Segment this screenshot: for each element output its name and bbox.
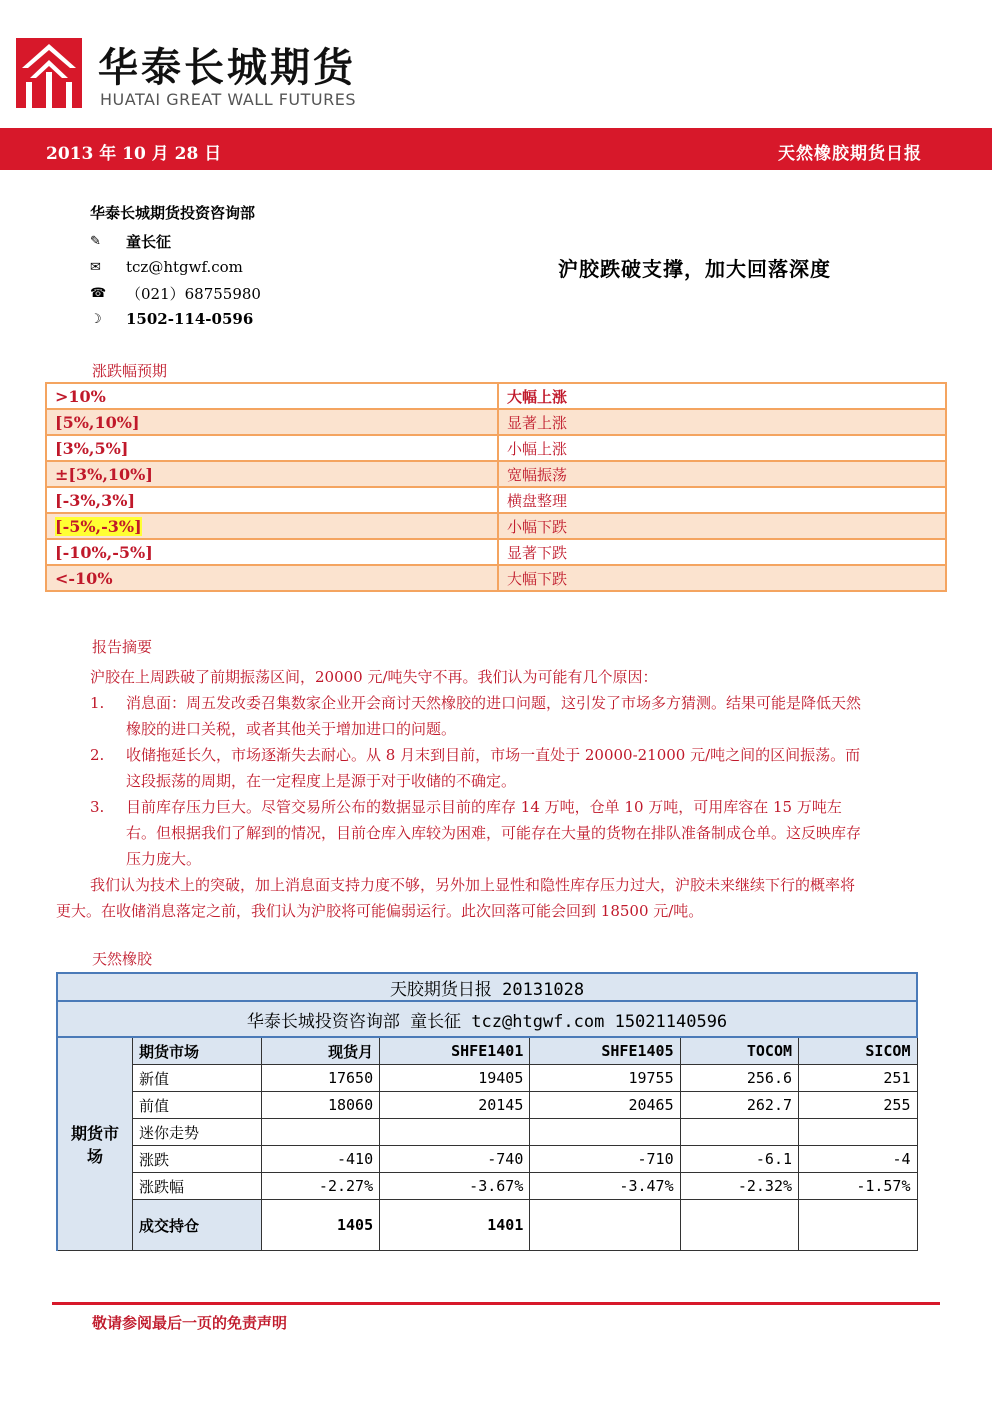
footer-divider [52,1302,940,1305]
range-cell: <-10% [46,565,498,591]
table-header-row [57,1037,917,1065]
list-text: 消息面：周五发改委召集数家企业开会商讨天然橡胶的进口问题，这引发了市场多方猜测。结果可能是降低天然橡胶的进口关税，或者其他关于增加进口的问题。 [126,694,862,738]
table-cell: 262.7 [680,1092,798,1119]
table-row [57,1092,917,1119]
table-cell: 17650 [261,1065,379,1092]
table-title: 天胶期货日报 20131028 [57,973,917,1001]
range-cell: >10% [46,383,498,409]
table-cell: -3.47% [530,1173,680,1200]
table-row [46,513,946,539]
table-cell: -2.32% [680,1173,798,1200]
table-cell [530,1119,680,1146]
column-header: SHFE1405 [530,1037,680,1065]
label-cell: 大幅上涨 [498,383,946,409]
table-row [46,539,946,565]
analyst-phone: （021）68755980 [126,284,261,303]
column-header: SHFE1401 [380,1037,530,1065]
mail-icon: ✉ [90,259,101,275]
table-cell: 19755 [530,1065,680,1092]
table-subtitle: 华泰长城投资咨询部 童长征 tcz@htgwf.com 15021140596 [57,1001,917,1037]
table-row [46,565,946,591]
table-cell: -6.1 [680,1146,798,1173]
department: 华泰长城期货投资咨询部 [90,204,256,222]
summary-body [56,664,866,924]
brand-name-en: HUATAI GREAT WALL FUTURES [100,90,356,109]
list-item [56,742,866,794]
highlighted-range: [-5%,-3%] [55,516,142,536]
table-cell: 255 [799,1092,917,1119]
range-cell: ±[3%,10%] [46,461,498,487]
row-label: 涨跌幅 [133,1173,262,1200]
summary-label: 报告摘要 [92,638,153,656]
table-cell: -1.57% [799,1173,917,1200]
report-title: 天然橡胶期货日报 [778,144,922,164]
column-header: SICOM [799,1037,917,1065]
table-cell: -2.27% [261,1173,379,1200]
expectation-label: 涨跌幅预期 [92,362,168,380]
label-cell: 小幅下跌 [498,513,946,539]
table-row [57,1119,917,1146]
table-row [46,409,946,435]
side-label: 期货市场 [57,1037,133,1251]
label-cell: 宽幅振荡 [498,461,946,487]
phone-icon: ☎ [90,285,107,301]
analyst-name: 童长征 [126,232,172,251]
table-cell [799,1200,917,1251]
list-text: 收储拖延长久，市场逐渐失去耐心。从 8 月末到目前，市场一直处于 20000-21000 元/吨之间的区间振荡。而这段振荡的周期，在一定程度上是源于对于收储的不确定。 [126,746,861,790]
table-cell [530,1200,680,1251]
range-cell: [-10%,-5%] [46,539,498,565]
table-cell [680,1119,798,1146]
list-item [56,690,866,742]
table-cell: -740 [380,1146,530,1173]
report-date: 2013 年 10 月 28 日 [46,144,222,164]
column-header: 期货市场 [133,1037,262,1065]
headline: 沪胶跌破支撑，加大回落深度 [558,257,831,281]
table-cell: -410 [261,1146,379,1173]
table-cell [799,1119,917,1146]
table-cell: -4 [799,1146,917,1173]
header-bar [0,128,992,170]
label-cell: 显著下跌 [498,539,946,565]
table-row [57,1146,917,1173]
analyst-email[interactable]: tcz@htgwf.com [126,258,243,276]
analyst-mobile: 1502-114-0596 [126,310,254,328]
table-cell: 19405 [380,1065,530,1092]
table-row [46,383,946,409]
range-cell: [-3%,3%] [46,487,498,513]
table-cell: 18060 [261,1092,379,1119]
mobile-icon: ☽ [90,311,102,327]
table-cell [680,1200,798,1251]
table-cell: 256.6 [680,1065,798,1092]
column-header: 现货月 [261,1037,379,1065]
column-header: TOCOM [680,1037,798,1065]
contact-block [90,202,261,332]
table-cell: 20145 [380,1092,530,1119]
table-cell [380,1119,530,1146]
label-cell: 显著上涨 [498,409,946,435]
row-label: 新值 [133,1065,262,1092]
futures-table [56,972,918,1251]
summary-list [56,690,866,872]
table-row [46,487,946,513]
range-cell: [3%,5%] [46,435,498,461]
range-cell: [5%,10%] [46,409,498,435]
label-cell: 大幅下跌 [498,565,946,591]
list-text: 目前库存压力巨大。尽管交易所公布的数据显示目前的库存 14 万吨，仓单 10 万吨，可用库容在 15 万吨左右。但根据我们了解到的情况，目前仓库入库较为困难，可能存在大量的货物在排队准备制成仓单。这反映库存压力庞大。 [126,798,862,868]
list-number: 1. [90,694,105,712]
list-number: 2. [90,746,105,764]
table-cell: 1401 [380,1200,530,1251]
summary-conclusion: 我们认为技术上的突破，加上消息面支持力度不够，另外加上显性和隐性库存压力过大，沪胶未来继续下行的概率将更大。在收储消息落定之前，我们认为沪胶将可能偏弱运行。此次回落可能会回到 18500 元/吨。 [56,876,856,920]
table-cell: -3.67% [380,1173,530,1200]
table-row [57,1173,917,1200]
contact-name-row [90,228,261,254]
huatai-logo [16,38,82,108]
contact-phone-row [90,280,261,306]
label-cell: 横盘整理 [498,487,946,513]
list-number: 3. [90,798,105,816]
label-cell: 小幅上涨 [498,435,946,461]
table-cell: -710 [530,1146,680,1173]
table-row [57,1065,917,1092]
expectation-table [45,382,947,592]
contact-email-row [90,254,261,280]
table-row [57,1200,917,1251]
row-label: 成交持仓 [133,1200,262,1251]
table-row [46,435,946,461]
table-cell: 20465 [530,1092,680,1119]
summary-intro: 沪胶在上周跌破了前期振荡区间，20000 元/吨失守不再。我们认为可能有几个原因： [90,668,658,686]
row-label: 前值 [133,1092,262,1119]
brand-name-cn: 华泰长城期货 [98,45,356,91]
pen-icon: ✎ [90,233,101,249]
range-cell-highlighted [46,513,498,539]
list-item [56,794,866,872]
disclaimer-note: 敬请参阅最后一页的免责声明 [92,1314,288,1332]
row-label: 迷你走势 [133,1119,262,1146]
table-row [46,461,946,487]
row-label: 涨跌 [133,1146,262,1173]
contact-mobile-row [90,306,261,332]
table-cell [261,1119,379,1146]
rubber-label: 天然橡胶 [92,950,153,968]
table-cell: 1405 [261,1200,379,1251]
table-cell: 251 [799,1065,917,1092]
